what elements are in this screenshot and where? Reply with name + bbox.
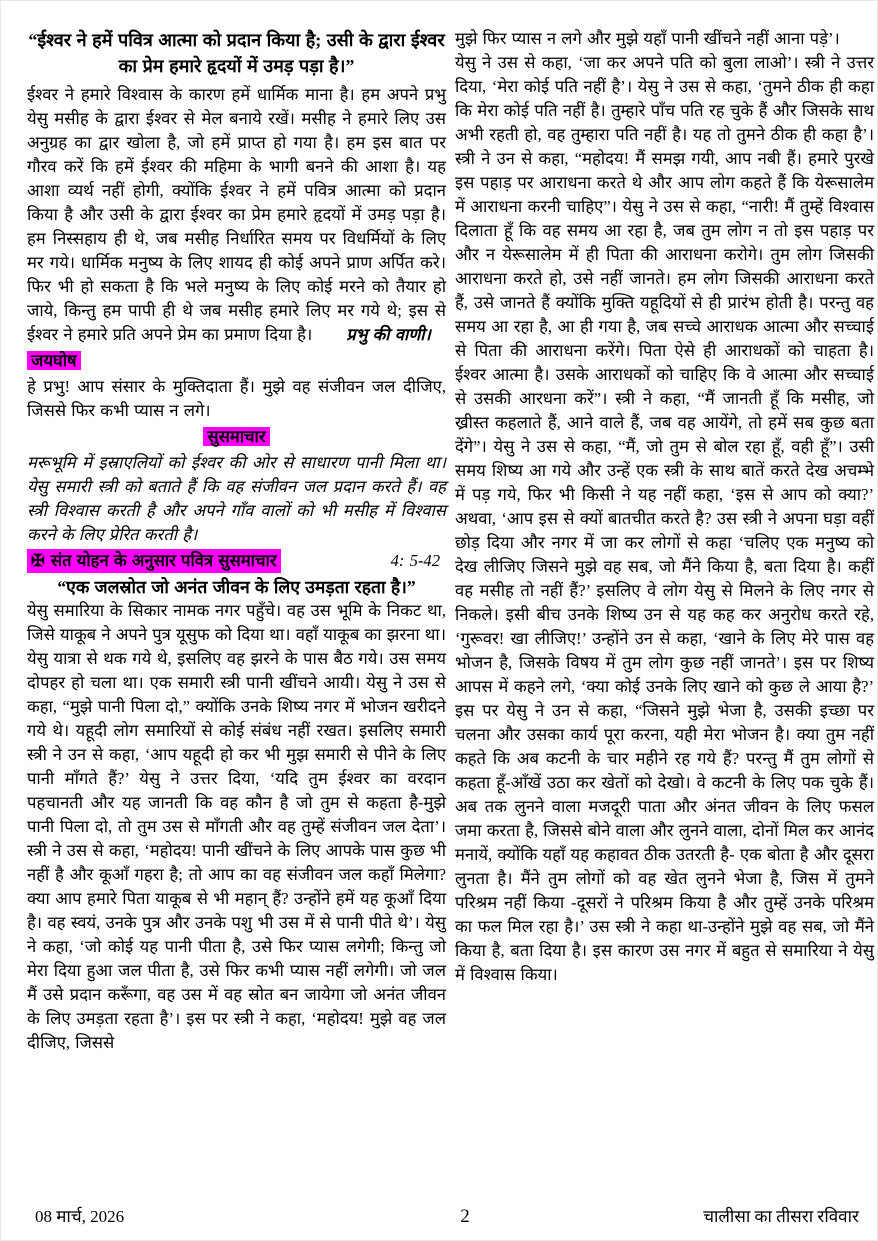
gospel-body-part1: येसु समारिया के सिकार नामक नगर पहुँचे। वह उस भूमि के निकट था, जिसे याकूब ने अपने पुत्र यूसुफ को दिया था। वहाँ याकूब का झरना था। येसु यात्रा से थक गये थे, इसलिए वह झरने के पास बैठ गये। उस समय दोपहर हो चला था। एक समारी स्त्री पानी खींचने आयी। येसु ने उस से कहा, “मुझे पानी पिला दो,” क्योंकि उनके शिष्य नगर में भोजन खरीदने गये थे। यहूदी लोग समारियों से कोई संबंध नहीं रखत। इसलिए समारी स्त्री ने उन से कहा, ‘आप यहूदी हो कर भी मुझ समारी से पीने के लिए पानी माँगते हैं?’ येसु ने उत्तर दिया, ‘यदि तुम ईश्वर का वरदान पहचानती और यह जानती कि वह कौन है जो तुम से कहता है-मुझे पानी पिला दो, तो तुम उस से माँगती और वह तुम्हें संजीवन जल देता’। स्त्री ने उस से कहा, ‘महोदय! पानी खींचने के लिए आपके पास कुछ भी नहीं है और कूआँ गहरा है; तो आप का वह संजीवन जल कहाँ मिलेगा? क्या आप हमारे पिता याकूब से भी महान् हैं? उन्होंने हमें यह कूआँ दिया है। वह स्वयं, उनके पुत्र और उनके पशु भी उस में से पानी पीते थे’। येसु ने कहा, ‘जो कोई यह पानी पीता है, उसे फिर प्यास लगेगी; किन्तु जो मेरा दिया हुआ जल पीता है, उसे फिर कभी प्यास नहीं लगेगी। जो जल मैं उसे प्रदान करूँगा, वह उस में वह स्रोत बन जायेगा जो अनंत जीवन के लिए उमड़ता रहता है’। इस पर स्त्री ने कहा, ‘महोदय! मुझे वह जल दीजिए, जिससे (27, 601, 446, 1052)
gospel-body-part2: मुझे फिर प्यास न लगे और मुझे यहाँ पानी खींचने नहीं आना पड़े’। (455, 29, 840, 48)
first-reading-body: ईश्वर ने हमारे विश्वास के कारण हमें धार्मिक माना है। हम अपने प्रभु येसु मसीह के द्वारा ईश्वर से मेल बनाये रखें। मसीह ने हमारे लिए उस अनुग्रह का द्वार खोला है, जो हमें प्राप्त हो गया है। हम इस बात पर गौरव करें कि हमें ईश्वर की महिमा के भागी बनने की आशा है। यह आशा व्यर्थ नहीं होगी, क्योंकि ईश्वर ने हमें पवित्र आत्मा को प्रदान किया है और उसी के द्वारा ईश्वर का प्रेम हमारे हृदयों में उमड़ पड़ा है। हम निस्सहाय ही थे, जब मसीह निर्धारित समय पर विधर्मियों के लिए मर गये। धार्मिक मनुष्य के लिए शायद ही कोई अपने प्राण अर्पित करे। फिर भी हो सकता है कि भले मनुष्य के लिए कोई मरने को तैयार हो जाये, किन्तु हम पापी ही थे जब मसीह हमारे लिए मर गये थे; इस से ईश्वर ने हमारे प्रति अपने प्रेम का प्रमाण दिया है। (27, 85, 446, 344)
gospel-heading-text: संत योहन के अनुसार पवित्र सुसमाचार (50, 551, 277, 570)
right-column (455, 27, 874, 1055)
page-footer (1, 1204, 877, 1228)
susamachar-heading-line (27, 425, 446, 449)
gospel-quote: “एक जलस्रोत जो अनंत जीवन के लिए उमड़ता रहता है।” (57, 577, 416, 597)
jayghosh-text: हे प्रभु! आप संसार के मुक्तिदाता हैं। मुझे वह संजीवन जल दीजिए, जिससे फिर कभी प्यास न लगे। (27, 377, 446, 420)
cross-icon: ✠ (31, 551, 45, 570)
page-number: 2 (460, 1206, 470, 1227)
left-column (27, 27, 446, 1055)
gospel-body-part3: येसु ने उस से कहा, ‘जा कर अपने पति को बुला लाओ’। स्त्री ने उत्तर दिया, ‘मेरा कोई पति नहीं है’। येसु ने उस से कहा, ‘तुमने ठीक ही कहा कि मेरा कोई पति नहीं है। तुम्हारे पाँच पति रह चुके हैं और जिसके साथ अभी रहती हो, वह तुम्हारा पति नहीं है। यह तो तुमने ठीक ही कहा है’। स्त्री ने उन से कहा, “महोदय! मैं समझ गयी, आप नबी हैं। हमारे पुरखे इस पहाड़ पर आराधना करते थे और आप लोग कहते हैं कि येरूसालेम में आराधना करनी चाहिए”। येसु ने उस से कहा, “नारी! मैं तुम्हें विश्वास दिलाता हूँ कि वह समय आ रहा है, जब तुम लोग न तो इस पहाड़ पर और न येरूसालेम में ही पिता की आराधना करोगे। तुम लोग जिसकी आराधना करते हो, उसे नहीं जानते। हम लोग जिसकी आराधना करते हैं, उसे जानते हैं क्योंकि मुक्ति यहूदियों से ही प्रारंभ होती है। परन्तु वह समय आ रहा है, आ ही गया है, जब सच्चे आराधक आत्मा और सच्चाई से पिता की आराधना करेंगे। पिता ऐसे ही आराधकों को चाहता है। ईश्वर आत्मा है। उसके आराधकों को चाहिए कि वे आत्मा और सच्चाई से उसकी आरधना करें”। स्त्री ने कहा, “मैं जानती हूँ कि मसीह, जो ख्रीस्त कहलाते हैं, आने वाले हैं, जब वह आयेंगे, तो हमें सब कुछ बता देंगे”। येसु ने उस से कहा, “मैं, जो तुम से बोल रहा हूँ, वही हूँ”। उसी समय शिष्य आ गये और उन्हें एक स्त्री के साथ बातें करते देख अचम्भे में पड़ गये, फिर भी किसी ने यह नहीं कहा, ‘इस से आप को क्या?’ अथवा, ‘आप इस से क्यों बातचीत करते है? उस स्त्री ने अपना घड़ा वहीं छोड़ दिया और नगर में जा कर लोगों से कहा ‘चलिए एक मनुष्य को देख लीजिए जिसने मुझे वह सब, जो मैंने किया है, बता दिया है। कहीं वह मसीह तो नहीं हैं?’ इसलिए वे लोग येसु से मिलने के लिए नगर से निकले। इसी बीच उनके शिष्य उन से यह कह कर अनुरोध करते रहे, ‘गुरूवर! खा लीजिए!’ उन्होंने उन से कहा, ‘खाने के लिए मेरे पास वह भोजन है, जिसके विषय में तुम लोग कुछ नहीं जानते’। इस पर शिष्य आपस में कहने लगे, ‘क्या कोई उनके लिए खाने को कुछ ले आया है?’ इस पर येसु ने उन से कहा, “जिसने मुझे भेजा है, उसकी इच्छा पर चलना और उसका कार्य पूरा करना, यही मेरा भोजन है। क्या तुम नहीं कहते कि अब कटनी के चार महीने रह गये हैं? परन्तु मैं तुम लोगों से कहता हूँ-आँखें उठा कर खेतों को देखो। वे कटनी के लिए पक चुके हैं। अब तक लुनने वाला मजदूरी पाता और अंनत जीवन के लिए फसल जमा करता है, जिससे बोने वाला और लुनने वाला, दोनों मिल कर आनंद मनायें, क्योंकि यहाँ यह कहावत ठीक उतरती है- एक बोता है और दूसरा लुनता है। मैंने तुम लोगों को वह खेत लुनने भेजा है, जिस में तुमने परिश्रम नहीं किया -दूसरों ने परिश्रम किया है और तुम्हें उनके परिश्रम का फल मिल रहा है।’ उस स्त्री ने कहा था-उन्होंने मुझे वह सब, जो मैंने किया है, बता दिया है। इस कारण उस नगर में बहुत से समारिया ने येसु में विश्वास किया। (455, 53, 874, 984)
gospel-heading-row (27, 549, 446, 573)
first-reading-ending: प्रभु की वाणी। (346, 325, 431, 344)
opening-quote: “ईश्वर ने हमें पवित्र आत्मा को प्रदान किया है; उसी के द्वारा ईश्वर का प्रेम हमारे हृदयों में उमड़ पड़ा है।” (28, 30, 445, 76)
first-reading-paragraph (27, 83, 446, 347)
two-column-layout (1, 1, 877, 1055)
jayghosh-heading: जयघोष (27, 351, 81, 370)
gospel-heading (27, 549, 281, 573)
susamachar-heading: सुसमाचार (203, 427, 269, 446)
footer-date: 08 मार्च, 2026 (35, 1207, 125, 1226)
footer-title: चालीसा का तीसरा रविवार (703, 1207, 859, 1226)
gospel-intro: मरूभूमि में इस्राएलियों को ईश्वर की ओर से साधारण पानी मिला था। येसु समारी स्त्री को बताते हैं कि वह संजीवन जल प्रदान करते हैं। वह स्त्री विश्वास करती है और अपने गाँव वालों को भी मसीह में विश्वास करने के लिए प्रेरित करती है। (27, 453, 446, 544)
gospel-verse-ref: 4: 5-42 (390, 551, 440, 570)
jayghosh-heading-line (27, 349, 446, 373)
